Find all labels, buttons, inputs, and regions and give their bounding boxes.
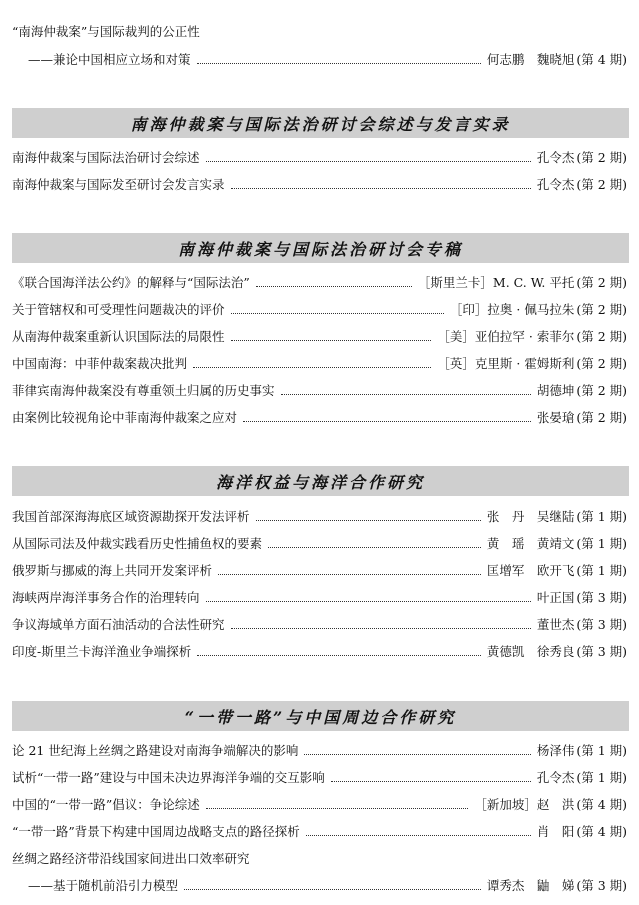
entry-issue: (第 2 期) — [576, 383, 627, 398]
toc-entry — [12, 588, 627, 608]
entry-author: 谭秀杰 鼬 娣 — [486, 878, 575, 893]
section-header: 南海仲裁案与国际法治研讨会综述与发言实录 — [12, 108, 629, 138]
entry-title: “一带一路”背景下构建中国周边战略支点的路径探析 — [12, 824, 300, 839]
entry-title: ——基于随机前沿引力模型 — [28, 878, 179, 893]
entry-author: 胡德坤 — [536, 383, 575, 398]
entry-author: 张晏瑲 — [536, 410, 575, 425]
dot-leader — [231, 627, 531, 629]
entry-issue: (第 4 期) — [576, 52, 627, 67]
entry-issue: (第 3 期) — [576, 878, 627, 893]
entry-issue: (第 2 期) — [576, 302, 627, 317]
entry-title: ——兼论中国相应立场和对策 — [28, 52, 191, 67]
entry-title: 南海仲裁案与国际发至研讨会发言实录 — [12, 177, 225, 192]
entry-title: 海峡两岸海洋事务合作的治理转向 — [12, 590, 200, 605]
toc-entry — [12, 300, 627, 320]
entry-issue: (第 2 期) — [576, 150, 627, 165]
dot-leader — [306, 834, 531, 836]
entry-title: 从南海仲裁案重新认识国际法的局限性 — [12, 329, 225, 344]
toc-entry — [12, 381, 627, 401]
entry-author: 孔令杰 — [536, 150, 575, 165]
entry-author: 杨泽伟 — [536, 743, 575, 758]
section-header: “一带一路”与中国周边合作研究 — [12, 701, 629, 731]
entry-issue: (第 2 期) — [576, 410, 627, 425]
entry-issue: (第 1 期) — [576, 536, 627, 551]
entry-title: 从国际司法及仲裁实践看历史性捕鱼权的要素 — [12, 536, 263, 551]
entry-author: 张 丹 吴继陆 — [486, 509, 575, 524]
entry-title: 菲律宾南海仲裁案没有尊重领土归属的历史事实 — [12, 383, 275, 398]
entry-title: “南海仲裁案”与国际裁判的公正性 — [12, 24, 200, 39]
entry-title: 印度-斯里兰卡海洋渔业争端探析 — [12, 644, 192, 659]
dot-leader — [231, 187, 531, 189]
toc-entry — [12, 642, 627, 662]
dot-leader — [304, 753, 530, 755]
entry-author: 黄 瑶 黄靖文 — [486, 536, 575, 551]
toc-entry — [12, 354, 627, 374]
toc-entry — [12, 561, 627, 581]
toc-entry — [12, 849, 627, 869]
dot-leader — [197, 62, 481, 64]
dot-leader — [243, 420, 531, 422]
dot-leader — [268, 546, 481, 548]
entry-issue: (第 4 期) — [576, 824, 627, 839]
entry-title: 关于管辖权和可受理性问题裁决的评价 — [12, 302, 225, 317]
entry-issue: (第 3 期) — [576, 617, 627, 632]
entry-issue: (第 1 期) — [576, 743, 627, 758]
entry-author: ［美］亚伯拉罕 · 索菲尔 — [437, 329, 575, 344]
dot-leader — [218, 573, 481, 575]
dot-leader — [197, 654, 481, 656]
entry-title: 丝绸之路经济带沿线国家间进出口效率研究 — [12, 851, 250, 866]
dot-leader — [184, 888, 481, 890]
entry-author: 肖 阳 — [536, 824, 575, 839]
toc-entry — [12, 327, 627, 347]
toc-entry — [12, 876, 627, 896]
entry-issue: (第 1 期) — [576, 563, 627, 578]
entry-author: 匡增军 欧开飞 — [486, 563, 575, 578]
entry-author: 董世杰 — [536, 617, 575, 632]
entry-title: 中国南海：中菲仲裁案裁决批判 — [12, 356, 188, 371]
dot-leader — [281, 393, 531, 395]
toc-entry — [12, 148, 627, 168]
entry-title: 中国的“一带一路”倡议：争论综述 — [12, 797, 200, 812]
toc-entry — [12, 273, 627, 293]
entry-author: ［印］拉奥 · 佩马拉朱 — [449, 302, 575, 317]
toc-entry — [12, 741, 627, 761]
entry-title: 我国首部深海海底区域资源勘探开发法评析 — [12, 509, 250, 524]
entry-title: 南海仲裁案与国际法治研讨会综述 — [12, 150, 200, 165]
toc-entry — [12, 795, 627, 815]
toc-entry — [12, 534, 627, 554]
toc-entry — [12, 50, 627, 70]
toc-entry — [12, 507, 627, 527]
entry-author: 叶正国 — [536, 590, 575, 605]
dot-leader — [231, 339, 432, 341]
entry-author: 黄德凯 徐秀良 — [486, 644, 575, 659]
entry-author: 孔令杰 — [536, 770, 575, 785]
entry-issue: (第 2 期) — [576, 275, 627, 290]
entry-issue: (第 1 期) — [576, 770, 627, 785]
dot-leader — [231, 312, 444, 314]
dot-leader — [206, 160, 531, 162]
dot-leader — [331, 780, 531, 782]
entry-issue: (第 3 期) — [576, 590, 627, 605]
toc-entry — [12, 175, 627, 195]
entry-author: ［英］克里斯 · 霍姆斯利 — [437, 356, 575, 371]
entry-author: 何志鹏 魏晓旭 — [486, 52, 575, 67]
toc-entry — [12, 768, 627, 788]
dot-leader — [193, 366, 431, 368]
entry-issue: (第 2 期) — [576, 329, 627, 344]
entry-title: 《联合国海洋法公约》的解释与“国际法治” — [12, 275, 250, 290]
dot-leader — [256, 285, 412, 287]
dot-leader — [206, 807, 469, 809]
toc-entry — [12, 615, 627, 635]
entry-author: ［新加坡］赵 洪 — [474, 797, 575, 812]
entry-title: 试析“一带一路”建设与中国未决边界海洋争端的交互影响 — [12, 770, 325, 785]
entry-author: ［斯里兰卡］M. C. W. 平托 — [417, 275, 575, 290]
entry-title: 由案例比较视角论中菲南海仲裁案之应对 — [12, 410, 238, 425]
entry-issue: (第 1 期) — [576, 509, 627, 524]
section-header: 海洋权益与海洋合作研究 — [12, 466, 629, 496]
entry-title: 论 21 世纪海上丝绸之路建设对南海争端解决的影响 — [12, 743, 299, 758]
entry-issue: (第 2 期) — [576, 356, 627, 371]
section-header: 南海仲裁案与国际法治研讨会专稿 — [12, 233, 629, 263]
toc-entry — [12, 408, 627, 428]
dot-leader — [256, 519, 481, 521]
entry-issue: (第 4 期) — [576, 797, 627, 812]
entry-issue: (第 2 期) — [576, 177, 627, 192]
entry-title: 俄罗斯与挪威的海上共同开发案评析 — [12, 563, 213, 578]
toc-entry — [12, 822, 627, 842]
entry-title: 争议海域单方面石油活动的合法性研究 — [12, 617, 225, 632]
toc-entry — [12, 22, 627, 42]
entry-author: 孔令杰 — [536, 177, 575, 192]
entry-issue: (第 3 期) — [576, 644, 627, 659]
dot-leader — [206, 600, 531, 602]
